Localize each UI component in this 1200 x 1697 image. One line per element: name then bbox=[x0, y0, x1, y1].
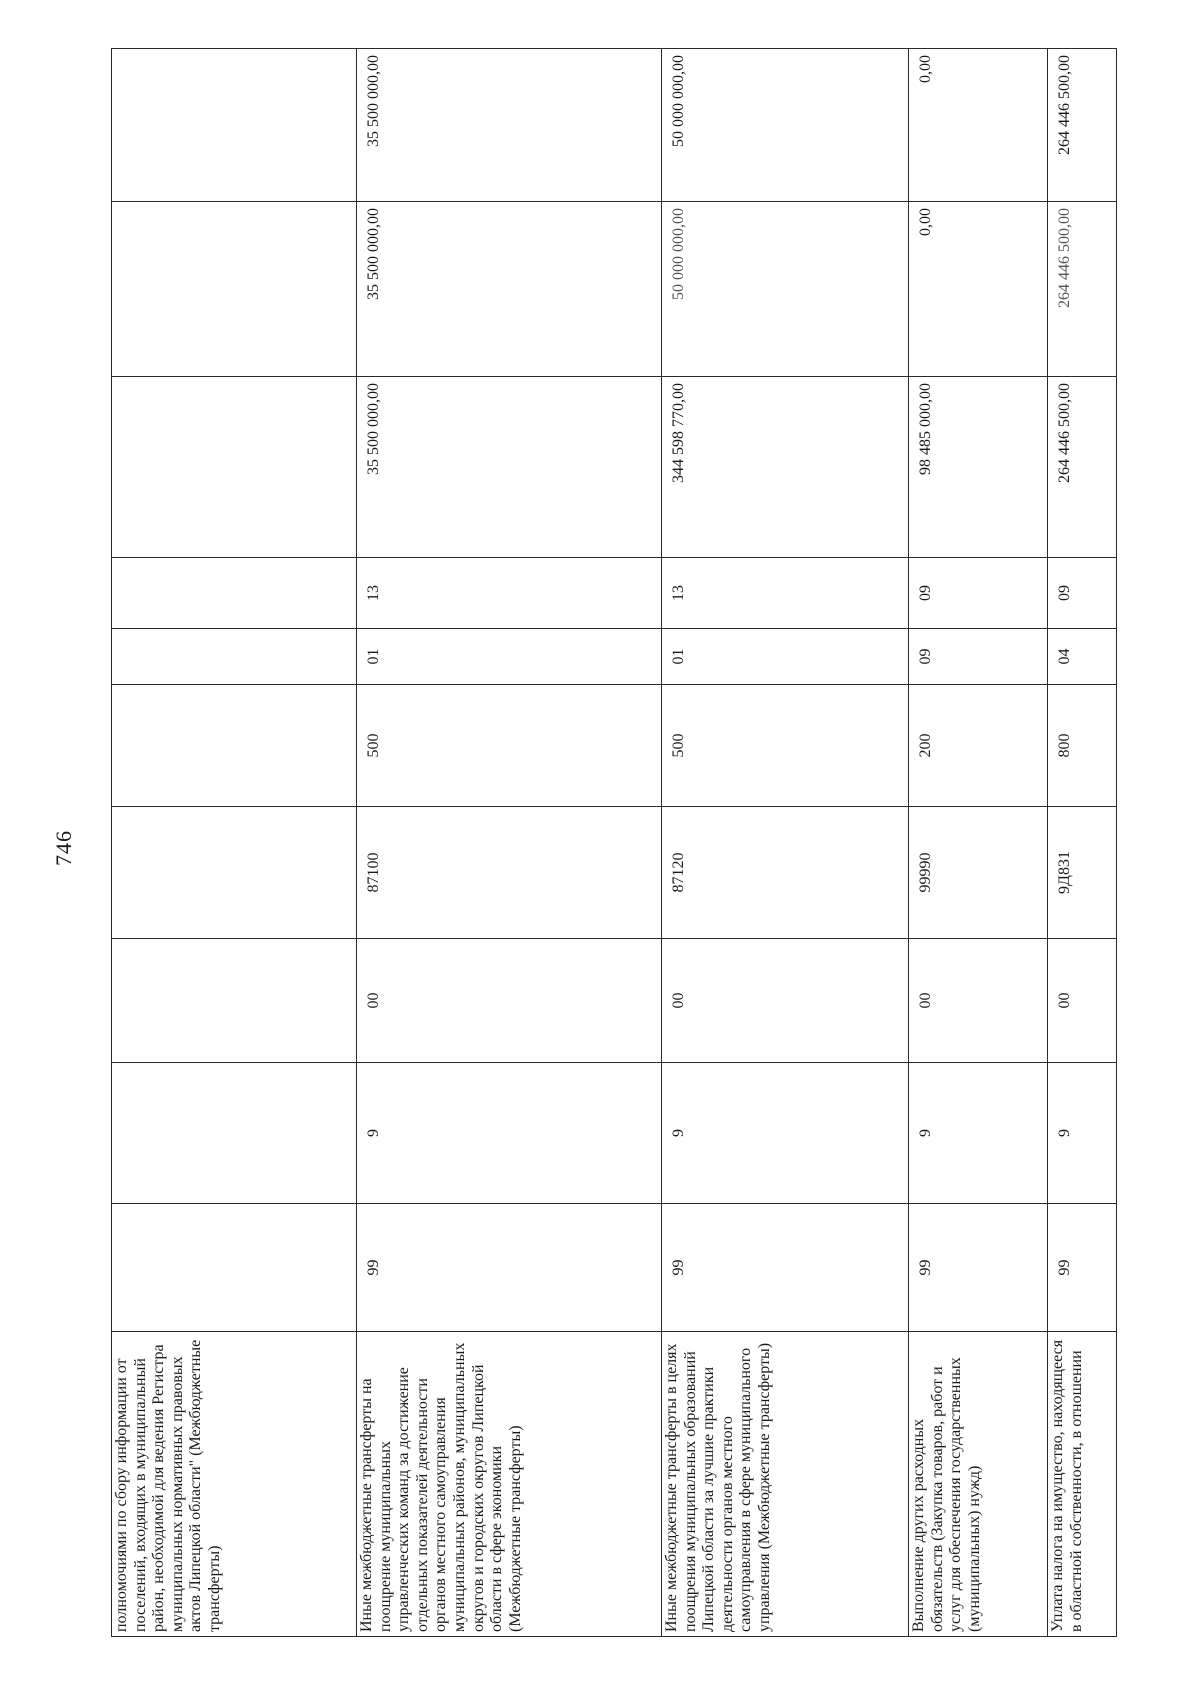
direction-code: 99990 bbox=[909, 807, 1048, 939]
table-row bbox=[357, 49, 662, 1637]
amount-year-3 bbox=[112, 49, 357, 202]
program-code bbox=[112, 1204, 357, 1332]
expense-type-code: 200 bbox=[909, 685, 1048, 807]
amount-year-1: 35 500 000,00 bbox=[357, 377, 662, 558]
subprogram-code: 9 bbox=[1048, 1063, 1117, 1204]
expense-type-code: 500 bbox=[662, 685, 909, 807]
section-code bbox=[112, 629, 357, 685]
amount-year-2: 35 500 000,00 bbox=[357, 202, 662, 377]
page-number: 746 bbox=[51, 830, 76, 866]
subsection-code: 13 bbox=[357, 558, 662, 629]
amount-year-3: 35 500 000,00 bbox=[357, 49, 662, 202]
expense-description: полномочиями по сбору информации от поселений, входящих в муниципальный район, необходимой для ведения Регистра муниципальных нормативных правовых актов Липецкой области" (Межбюджетные трансферты) bbox=[112, 1332, 357, 1637]
subsection-code: 09 bbox=[909, 558, 1048, 629]
direction-code: 9Д831 bbox=[1048, 807, 1117, 939]
expense-type-code bbox=[112, 685, 357, 807]
subprogram-code: 9 bbox=[909, 1063, 1048, 1204]
direction-code: 87120 bbox=[662, 807, 909, 939]
program-code: 99 bbox=[909, 1204, 1048, 1332]
amount-year-2: 50 000 000,00 bbox=[662, 202, 909, 377]
table-row bbox=[662, 49, 909, 1637]
section-code: 01 bbox=[357, 629, 662, 685]
subsection-code: 09 bbox=[1048, 558, 1117, 629]
table-row bbox=[1048, 49, 1117, 1637]
expense-description: Иные межбюджетные трансферты на поощрение муниципальных управленческих команд за достижение отдельных показателей деятельности органов местного самоуправления муниципальных районов, муниципальных округов и городских округов Липецкой области в сфере экономики (Межбюджетные трансферты) bbox=[357, 1332, 662, 1637]
group-code: 00 bbox=[357, 939, 662, 1063]
amount-year-2 bbox=[112, 202, 357, 377]
amount-year-2: 264 446 500,00 bbox=[1048, 202, 1117, 377]
program-code: 99 bbox=[357, 1204, 662, 1332]
subsection-code: 13 bbox=[662, 558, 909, 629]
amount-year-1 bbox=[112, 377, 357, 558]
expense-type-code: 500 bbox=[357, 685, 662, 807]
program-code: 99 bbox=[1048, 1204, 1117, 1332]
table-row bbox=[909, 49, 1048, 1637]
table-row bbox=[112, 49, 357, 1637]
section-code: 09 bbox=[909, 629, 1048, 685]
amount-year-3: 264 446 500,00 bbox=[1048, 49, 1117, 202]
section-code: 04 bbox=[1048, 629, 1117, 685]
subsection-code bbox=[112, 558, 357, 629]
amount-year-1: 264 446 500,00 bbox=[1048, 377, 1117, 558]
direction-code bbox=[112, 807, 357, 939]
amount-year-2: 0,00 bbox=[909, 202, 1048, 377]
section-code: 01 bbox=[662, 629, 909, 685]
subprogram-code: 9 bbox=[357, 1063, 662, 1204]
group-code: 00 bbox=[909, 939, 1048, 1063]
program-code: 99 bbox=[662, 1204, 909, 1332]
subprogram-code bbox=[112, 1063, 357, 1204]
direction-code: 87100 bbox=[357, 807, 662, 939]
group-code bbox=[112, 939, 357, 1063]
expense-description: Иные межбюджетные трансферты в целях поощрения муниципальных образований Липецкой области за лучшие практики деятельности органов местного самоуправления в сфере муниципального управления (Межбюджетные трансферты) bbox=[662, 1332, 909, 1637]
group-code: 00 bbox=[1048, 939, 1117, 1063]
amount-year-1: 98 485 000,00 bbox=[909, 377, 1048, 558]
amount-year-1: 344 598 770,00 bbox=[662, 377, 909, 558]
amount-year-3: 50 000 000,00 bbox=[662, 49, 909, 202]
expense-description: Уплата налога на имущество, находящееся в областной собственности, в отношении bbox=[1048, 1332, 1117, 1637]
amount-year-3: 0,00 bbox=[909, 49, 1048, 202]
subprogram-code: 9 bbox=[662, 1063, 909, 1204]
expense-type-code: 800 bbox=[1048, 685, 1117, 807]
group-code: 00 bbox=[662, 939, 909, 1063]
budget-table bbox=[111, 48, 1117, 1637]
expense-description: Выполнение других расходных обязательств (Закупка товаров, работ и услуг для обеспечения государственных (муниципальных) нужд) bbox=[909, 1332, 1048, 1637]
